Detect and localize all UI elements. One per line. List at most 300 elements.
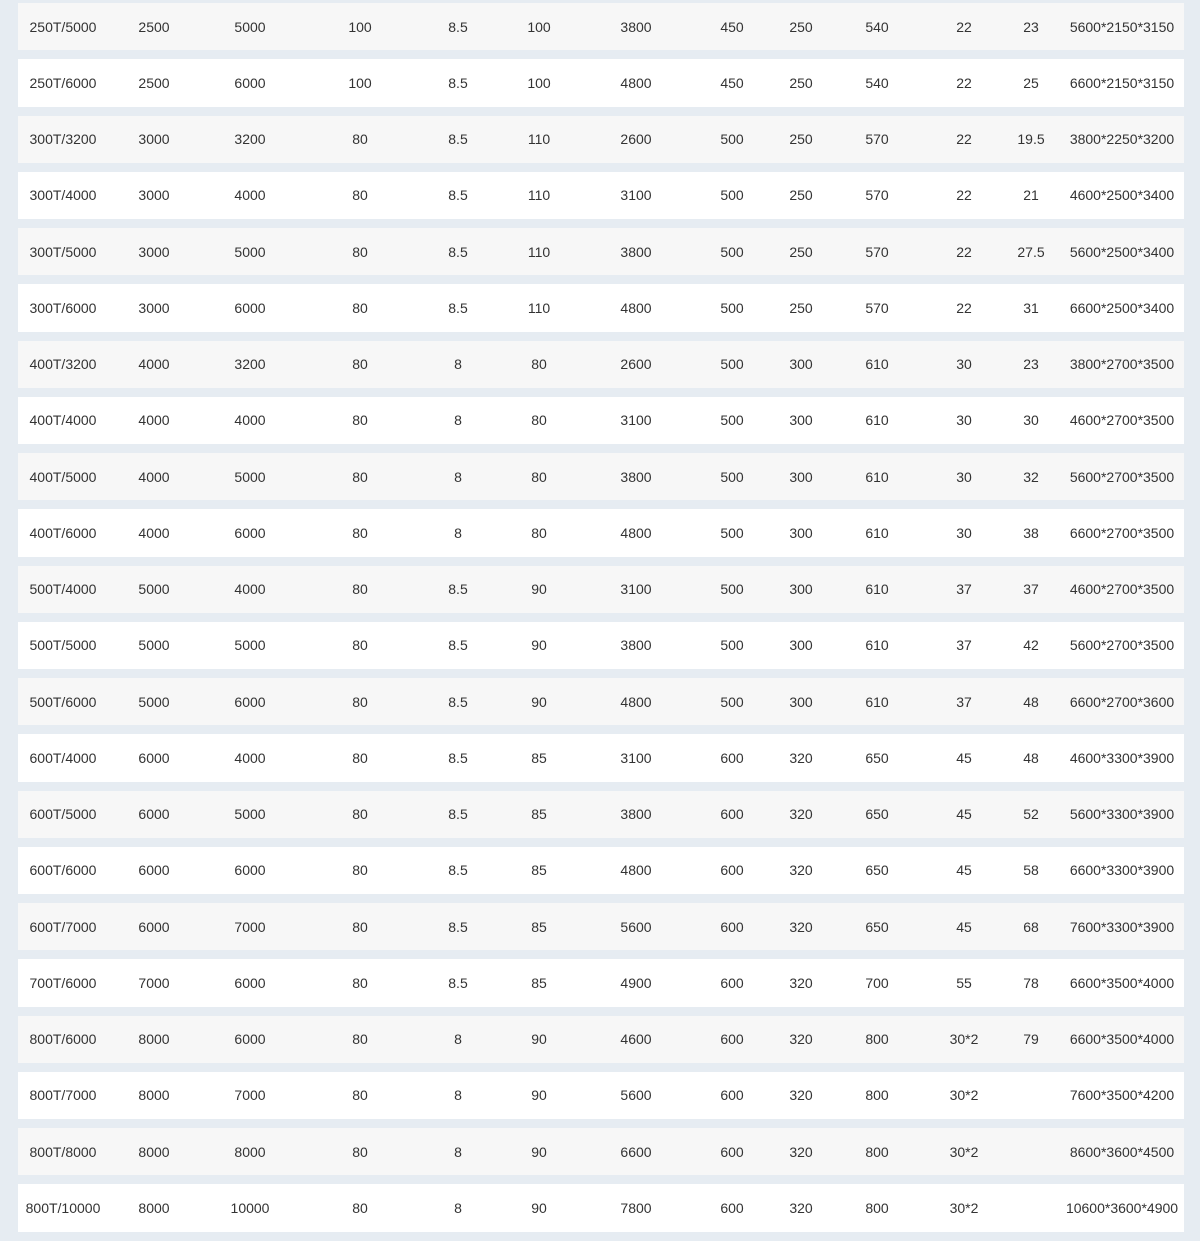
cell-col-6: 90 xyxy=(496,1128,582,1175)
table-row xyxy=(18,1184,1184,1231)
cell-col-5: 8 xyxy=(420,509,496,556)
cell-motor-power: 37 xyxy=(926,566,1002,613)
cell-weight: 19.5 xyxy=(1002,116,1060,163)
spec-table-body xyxy=(18,3,1184,1232)
cell-col-10: 540 xyxy=(828,59,926,106)
table-row xyxy=(18,116,1184,163)
cell-model: 400T/4000 xyxy=(18,397,108,444)
cell-col-6: 110 xyxy=(496,228,582,275)
cell-col-7: 5600 xyxy=(582,903,690,950)
cell-col-6: 80 xyxy=(496,453,582,500)
cell-model: 800T/7000 xyxy=(18,1072,108,1119)
cell-weight: 27.5 xyxy=(1002,228,1060,275)
cell-col-6: 85 xyxy=(496,791,582,838)
cell-throat-depth: 80 xyxy=(300,791,420,838)
cell-nominal-force: 4000 xyxy=(108,397,200,444)
cell-col-7: 4800 xyxy=(582,847,690,894)
cell-motor-power: 30*2 xyxy=(926,1016,1002,1063)
cell-overall-dimensions: 5600*2500*3400 xyxy=(1060,228,1184,275)
cell-overall-dimensions: 5600*2700*3500 xyxy=(1060,453,1184,500)
table-row xyxy=(18,1016,1184,1063)
cell-col-10: 650 xyxy=(828,791,926,838)
cell-nominal-force: 2500 xyxy=(108,3,200,50)
cell-overall-dimensions: 7600*3500*4200 xyxy=(1060,1072,1184,1119)
cell-throat-depth: 80 xyxy=(300,397,420,444)
cell-col-5: 8 xyxy=(420,1072,496,1119)
cell-col-9: 250 xyxy=(774,284,828,331)
cell-col-9: 300 xyxy=(774,509,828,556)
cell-overall-dimensions: 4600*2500*3400 xyxy=(1060,172,1184,219)
cell-table-length: 6000 xyxy=(200,509,300,556)
cell-table-length: 6000 xyxy=(200,959,300,1006)
cell-col-6: 100 xyxy=(496,3,582,50)
table-row xyxy=(18,1128,1184,1175)
cell-model: 300T/6000 xyxy=(18,284,108,331)
cell-col-8: 500 xyxy=(690,397,774,444)
cell-table-length: 5000 xyxy=(200,228,300,275)
cell-col-9: 250 xyxy=(774,59,828,106)
cell-nominal-force: 5000 xyxy=(108,622,200,669)
cell-table-length: 5000 xyxy=(200,791,300,838)
cell-weight: 25 xyxy=(1002,59,1060,106)
cell-weight: 38 xyxy=(1002,509,1060,556)
cell-col-9: 300 xyxy=(774,566,828,613)
cell-motor-power: 30*2 xyxy=(926,1128,1002,1175)
cell-col-8: 600 xyxy=(690,1128,774,1175)
cell-throat-depth: 80 xyxy=(300,847,420,894)
cell-model: 400T/3200 xyxy=(18,341,108,388)
cell-motor-power: 45 xyxy=(926,903,1002,950)
cell-col-6: 80 xyxy=(496,397,582,444)
cell-col-8: 600 xyxy=(690,1184,774,1231)
cell-col-7: 4800 xyxy=(582,59,690,106)
cell-overall-dimensions: 5600*3300*3900 xyxy=(1060,791,1184,838)
cell-col-6: 90 xyxy=(496,1016,582,1063)
cell-weight: 23 xyxy=(1002,3,1060,50)
cell-col-8: 600 xyxy=(690,847,774,894)
cell-motor-power: 45 xyxy=(926,734,1002,781)
cell-throat-depth: 80 xyxy=(300,959,420,1006)
table-row xyxy=(18,3,1184,50)
cell-throat-depth: 80 xyxy=(300,116,420,163)
cell-weight: 79 xyxy=(1002,1016,1060,1063)
cell-overall-dimensions: 8600*3600*4500 xyxy=(1060,1128,1184,1175)
cell-overall-dimensions: 7600*3300*3900 xyxy=(1060,903,1184,950)
cell-col-8: 600 xyxy=(690,1072,774,1119)
cell-col-10: 610 xyxy=(828,453,926,500)
cell-col-6: 90 xyxy=(496,622,582,669)
cell-col-10: 570 xyxy=(828,172,926,219)
cell-table-length: 5000 xyxy=(200,3,300,50)
cell-overall-dimensions: 3800*2700*3500 xyxy=(1060,341,1184,388)
cell-table-length: 5000 xyxy=(200,622,300,669)
cell-weight: 21 xyxy=(1002,172,1060,219)
cell-overall-dimensions: 6600*3300*3900 xyxy=(1060,847,1184,894)
cell-col-8: 500 xyxy=(690,341,774,388)
cell-overall-dimensions: 10600*3600*4900 xyxy=(1060,1184,1184,1231)
cell-weight: 78 xyxy=(1002,959,1060,1006)
cell-col-6: 80 xyxy=(496,341,582,388)
cell-overall-dimensions: 6600*2700*3500 xyxy=(1060,509,1184,556)
cell-col-8: 600 xyxy=(690,903,774,950)
cell-overall-dimensions: 4600*2700*3500 xyxy=(1060,566,1184,613)
cell-col-8: 500 xyxy=(690,678,774,725)
cell-col-10: 650 xyxy=(828,847,926,894)
cell-nominal-force: 7000 xyxy=(108,959,200,1006)
cell-col-10: 800 xyxy=(828,1128,926,1175)
cell-col-7: 4800 xyxy=(582,509,690,556)
cell-motor-power: 37 xyxy=(926,622,1002,669)
cell-col-9: 320 xyxy=(774,903,828,950)
cell-col-8: 500 xyxy=(690,116,774,163)
cell-weight: 23 xyxy=(1002,341,1060,388)
cell-model: 800T/10000 xyxy=(18,1184,108,1231)
cell-overall-dimensions: 5600*2150*3150 xyxy=(1060,3,1184,50)
cell-weight: 52 xyxy=(1002,791,1060,838)
table-row xyxy=(18,678,1184,725)
cell-col-10: 570 xyxy=(828,228,926,275)
cell-col-5: 8.5 xyxy=(420,284,496,331)
cell-table-length: 4000 xyxy=(200,172,300,219)
cell-weight: 42 xyxy=(1002,622,1060,669)
cell-col-7: 2600 xyxy=(582,116,690,163)
cell-col-6: 85 xyxy=(496,847,582,894)
cell-throat-depth: 80 xyxy=(300,509,420,556)
cell-col-5: 8 xyxy=(420,1016,496,1063)
cell-col-8: 500 xyxy=(690,228,774,275)
cell-nominal-force: 3000 xyxy=(108,116,200,163)
cell-col-7: 2600 xyxy=(582,341,690,388)
cell-nominal-force: 8000 xyxy=(108,1184,200,1231)
cell-col-6: 80 xyxy=(496,509,582,556)
cell-col-9: 300 xyxy=(774,622,828,669)
cell-model: 600T/4000 xyxy=(18,734,108,781)
cell-throat-depth: 80 xyxy=(300,341,420,388)
cell-model: 800T/6000 xyxy=(18,1016,108,1063)
cell-model: 300T/5000 xyxy=(18,228,108,275)
cell-table-length: 5000 xyxy=(200,453,300,500)
cell-model: 800T/8000 xyxy=(18,1128,108,1175)
cell-col-5: 8.5 xyxy=(420,566,496,613)
cell-weight: 48 xyxy=(1002,678,1060,725)
cell-col-9: 320 xyxy=(774,1016,828,1063)
cell-nominal-force: 6000 xyxy=(108,734,200,781)
cell-weight xyxy=(1002,1184,1060,1231)
cell-col-8: 500 xyxy=(690,284,774,331)
cell-col-9: 320 xyxy=(774,1128,828,1175)
cell-col-6: 110 xyxy=(496,172,582,219)
cell-col-9: 300 xyxy=(774,397,828,444)
table-row xyxy=(18,172,1184,219)
cell-col-10: 700 xyxy=(828,959,926,1006)
cell-col-8: 450 xyxy=(690,59,774,106)
cell-weight xyxy=(1002,1128,1060,1175)
cell-nominal-force: 2500 xyxy=(108,59,200,106)
cell-col-10: 610 xyxy=(828,622,926,669)
cell-overall-dimensions: 6600*3500*4000 xyxy=(1060,959,1184,1006)
cell-col-9: 300 xyxy=(774,453,828,500)
cell-nominal-force: 8000 xyxy=(108,1016,200,1063)
cell-col-5: 8.5 xyxy=(420,3,496,50)
cell-nominal-force: 3000 xyxy=(108,172,200,219)
cell-col-7: 3800 xyxy=(582,228,690,275)
cell-throat-depth: 80 xyxy=(300,622,420,669)
cell-col-8: 600 xyxy=(690,791,774,838)
cell-nominal-force: 6000 xyxy=(108,847,200,894)
cell-motor-power: 45 xyxy=(926,847,1002,894)
cell-col-10: 650 xyxy=(828,734,926,781)
cell-col-7: 3100 xyxy=(582,172,690,219)
cell-motor-power: 55 xyxy=(926,959,1002,1006)
table-row xyxy=(18,1072,1184,1119)
cell-col-9: 320 xyxy=(774,1072,828,1119)
cell-col-7: 3800 xyxy=(582,791,690,838)
cell-col-8: 450 xyxy=(690,3,774,50)
table-row xyxy=(18,509,1184,556)
cell-col-5: 8 xyxy=(420,1184,496,1231)
cell-col-6: 90 xyxy=(496,566,582,613)
cell-overall-dimensions: 6600*2150*3150 xyxy=(1060,59,1184,106)
cell-col-6: 90 xyxy=(496,678,582,725)
cell-overall-dimensions: 4600*3300*3900 xyxy=(1060,734,1184,781)
cell-weight: 68 xyxy=(1002,903,1060,950)
cell-col-7: 4900 xyxy=(582,959,690,1006)
cell-weight: 48 xyxy=(1002,734,1060,781)
cell-col-8: 500 xyxy=(690,566,774,613)
cell-col-5: 8.5 xyxy=(420,172,496,219)
cell-col-10: 570 xyxy=(828,284,926,331)
cell-col-6: 110 xyxy=(496,284,582,331)
cell-motor-power: 22 xyxy=(926,172,1002,219)
cell-col-10: 610 xyxy=(828,678,926,725)
cell-throat-depth: 80 xyxy=(300,1128,420,1175)
table-row xyxy=(18,228,1184,275)
cell-overall-dimensions: 6600*2500*3400 xyxy=(1060,284,1184,331)
cell-throat-depth: 100 xyxy=(300,3,420,50)
cell-table-length: 3200 xyxy=(200,341,300,388)
cell-table-length: 6000 xyxy=(200,678,300,725)
table-row xyxy=(18,59,1184,106)
cell-col-9: 250 xyxy=(774,172,828,219)
cell-motor-power: 22 xyxy=(926,59,1002,106)
cell-nominal-force: 4000 xyxy=(108,509,200,556)
cell-col-6: 85 xyxy=(496,734,582,781)
cell-col-8: 600 xyxy=(690,734,774,781)
cell-col-9: 320 xyxy=(774,734,828,781)
cell-col-5: 8.5 xyxy=(420,903,496,950)
cell-col-7: 7800 xyxy=(582,1184,690,1231)
table-row xyxy=(18,791,1184,838)
cell-nominal-force: 3000 xyxy=(108,228,200,275)
cell-col-9: 250 xyxy=(774,3,828,50)
cell-nominal-force: 5000 xyxy=(108,566,200,613)
table-row xyxy=(18,397,1184,444)
cell-nominal-force: 8000 xyxy=(108,1128,200,1175)
cell-overall-dimensions: 5600*2700*3500 xyxy=(1060,622,1184,669)
cell-table-length: 10000 xyxy=(200,1184,300,1231)
cell-col-7: 4800 xyxy=(582,284,690,331)
cell-col-9: 320 xyxy=(774,847,828,894)
cell-nominal-force: 6000 xyxy=(108,791,200,838)
cell-col-5: 8.5 xyxy=(420,959,496,1006)
cell-model: 300T/3200 xyxy=(18,116,108,163)
cell-col-7: 5600 xyxy=(582,1072,690,1119)
cell-col-5: 8 xyxy=(420,1128,496,1175)
cell-weight: 32 xyxy=(1002,453,1060,500)
cell-motor-power: 30 xyxy=(926,453,1002,500)
cell-motor-power: 22 xyxy=(926,3,1002,50)
cell-weight: 58 xyxy=(1002,847,1060,894)
cell-nominal-force: 6000 xyxy=(108,903,200,950)
cell-table-length: 4000 xyxy=(200,734,300,781)
cell-model: 600T/7000 xyxy=(18,903,108,950)
cell-col-9: 300 xyxy=(774,341,828,388)
cell-col-7: 3800 xyxy=(582,453,690,500)
cell-col-10: 800 xyxy=(828,1072,926,1119)
cell-col-10: 610 xyxy=(828,509,926,556)
cell-col-7: 3100 xyxy=(582,566,690,613)
cell-col-5: 8 xyxy=(420,453,496,500)
cell-col-5: 8.5 xyxy=(420,59,496,106)
cell-table-length: 7000 xyxy=(200,903,300,950)
cell-throat-depth: 80 xyxy=(300,566,420,613)
table-row xyxy=(18,566,1184,613)
cell-model: 500T/5000 xyxy=(18,622,108,669)
cell-motor-power: 30*2 xyxy=(926,1184,1002,1231)
cell-col-5: 8.5 xyxy=(420,622,496,669)
cell-col-10: 610 xyxy=(828,341,926,388)
cell-model: 500T/4000 xyxy=(18,566,108,613)
cell-col-10: 570 xyxy=(828,116,926,163)
table-row xyxy=(18,341,1184,388)
cell-motor-power: 45 xyxy=(926,791,1002,838)
cell-model: 500T/6000 xyxy=(18,678,108,725)
cell-throat-depth: 80 xyxy=(300,1072,420,1119)
cell-motor-power: 22 xyxy=(926,284,1002,331)
cell-col-9: 320 xyxy=(774,791,828,838)
cell-motor-power: 30*2 xyxy=(926,1072,1002,1119)
cell-col-10: 650 xyxy=(828,903,926,950)
table-row xyxy=(18,847,1184,894)
cell-model: 250T/5000 xyxy=(18,3,108,50)
cell-table-length: 3200 xyxy=(200,116,300,163)
cell-col-9: 250 xyxy=(774,116,828,163)
cell-motor-power: 30 xyxy=(926,341,1002,388)
cell-col-7: 3100 xyxy=(582,734,690,781)
cell-col-7: 3800 xyxy=(582,3,690,50)
cell-col-5: 8 xyxy=(420,341,496,388)
cell-col-10: 800 xyxy=(828,1184,926,1231)
cell-model: 600T/5000 xyxy=(18,791,108,838)
cell-col-8: 500 xyxy=(690,622,774,669)
cell-col-8: 500 xyxy=(690,453,774,500)
cell-col-10: 540 xyxy=(828,3,926,50)
cell-table-length: 8000 xyxy=(200,1128,300,1175)
cell-throat-depth: 80 xyxy=(300,903,420,950)
cell-overall-dimensions: 6600*3500*4000 xyxy=(1060,1016,1184,1063)
cell-throat-depth: 80 xyxy=(300,1184,420,1231)
cell-table-length: 6000 xyxy=(200,847,300,894)
cell-col-6: 110 xyxy=(496,116,582,163)
cell-throat-depth: 80 xyxy=(300,1016,420,1063)
table-row xyxy=(18,903,1184,950)
cell-col-5: 8.5 xyxy=(420,734,496,781)
cell-col-10: 610 xyxy=(828,397,926,444)
cell-motor-power: 37 xyxy=(926,678,1002,725)
cell-col-6: 85 xyxy=(496,959,582,1006)
cell-table-length: 4000 xyxy=(200,397,300,444)
cell-throat-depth: 100 xyxy=(300,59,420,106)
cell-model: 400T/5000 xyxy=(18,453,108,500)
cell-col-8: 600 xyxy=(690,1016,774,1063)
cell-throat-depth: 80 xyxy=(300,453,420,500)
cell-col-7: 6600 xyxy=(582,1128,690,1175)
cell-weight: 31 xyxy=(1002,284,1060,331)
cell-col-9: 300 xyxy=(774,678,828,725)
cell-nominal-force: 4000 xyxy=(108,453,200,500)
table-row xyxy=(18,622,1184,669)
cell-overall-dimensions: 3800*2250*3200 xyxy=(1060,116,1184,163)
cell-col-7: 4600 xyxy=(582,1016,690,1063)
cell-col-5: 8 xyxy=(420,397,496,444)
cell-throat-depth: 80 xyxy=(300,734,420,781)
cell-col-6: 85 xyxy=(496,903,582,950)
cell-col-6: 90 xyxy=(496,1072,582,1119)
cell-motor-power: 22 xyxy=(926,228,1002,275)
cell-motor-power: 22 xyxy=(926,116,1002,163)
cell-col-10: 610 xyxy=(828,566,926,613)
table-row xyxy=(18,453,1184,500)
cell-col-5: 8.5 xyxy=(420,116,496,163)
cell-table-length: 6000 xyxy=(200,1016,300,1063)
cell-col-9: 250 xyxy=(774,228,828,275)
table-row xyxy=(18,284,1184,331)
cell-throat-depth: 80 xyxy=(300,284,420,331)
cell-col-7: 3800 xyxy=(582,622,690,669)
cell-model: 300T/4000 xyxy=(18,172,108,219)
cell-col-8: 500 xyxy=(690,172,774,219)
cell-throat-depth: 80 xyxy=(300,228,420,275)
cell-col-9: 320 xyxy=(774,1184,828,1231)
cell-model: 250T/6000 xyxy=(18,59,108,106)
cell-table-length: 6000 xyxy=(200,59,300,106)
cell-model: 600T/6000 xyxy=(18,847,108,894)
cell-weight: 30 xyxy=(1002,397,1060,444)
cell-nominal-force: 3000 xyxy=(108,284,200,331)
cell-col-9: 320 xyxy=(774,959,828,1006)
cell-col-7: 4800 xyxy=(582,678,690,725)
cell-col-7: 3100 xyxy=(582,397,690,444)
cell-table-length: 4000 xyxy=(200,566,300,613)
cell-nominal-force: 4000 xyxy=(108,341,200,388)
table-row xyxy=(18,959,1184,1006)
cell-col-5: 8.5 xyxy=(420,678,496,725)
cell-col-5: 8.5 xyxy=(420,847,496,894)
cell-weight: 37 xyxy=(1002,566,1060,613)
cell-motor-power: 30 xyxy=(926,397,1002,444)
cell-motor-power: 30 xyxy=(926,509,1002,556)
cell-weight xyxy=(1002,1072,1060,1119)
spec-table xyxy=(18,0,1184,1241)
cell-col-6: 100 xyxy=(496,59,582,106)
cell-overall-dimensions: 6600*2700*3600 xyxy=(1060,678,1184,725)
cell-col-10: 800 xyxy=(828,1016,926,1063)
cell-overall-dimensions: 4600*2700*3500 xyxy=(1060,397,1184,444)
cell-throat-depth: 80 xyxy=(300,678,420,725)
cell-table-length: 6000 xyxy=(200,284,300,331)
cell-table-length: 7000 xyxy=(200,1072,300,1119)
cell-model: 400T/6000 xyxy=(18,509,108,556)
